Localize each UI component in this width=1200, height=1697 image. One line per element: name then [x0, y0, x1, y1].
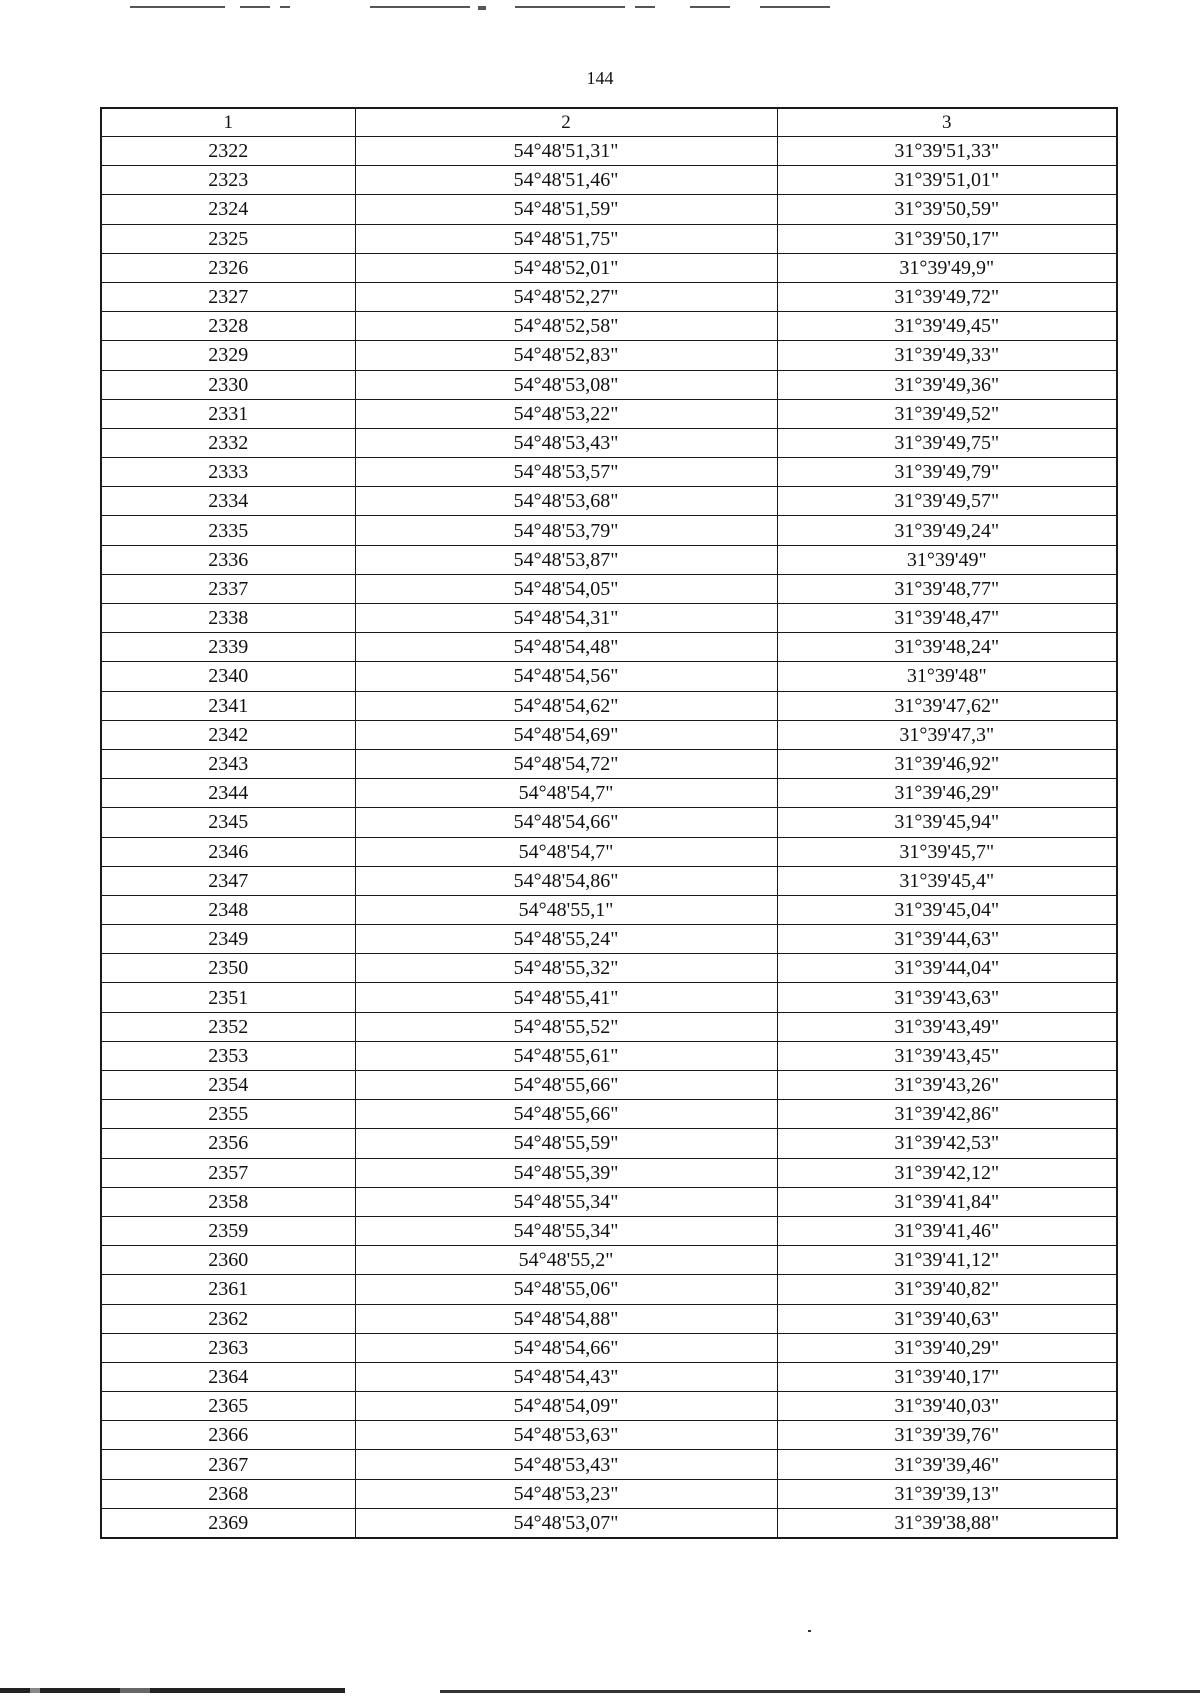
longitude-cell: 31°39'50,59" — [777, 195, 1117, 224]
table-row — [101, 779, 1117, 808]
longitude-cell: 31°39'49,75" — [777, 428, 1117, 457]
latitude-cell: 54°48'54,66" — [355, 808, 777, 837]
longitude-cell: 31°39'39,46" — [777, 1450, 1117, 1479]
point-number-cell: 2332 — [101, 428, 355, 457]
longitude-cell: 31°39'51,33" — [777, 137, 1117, 166]
latitude-cell: 54°48'55,66" — [355, 1100, 777, 1129]
latitude-cell: 54°48'55,52" — [355, 1012, 777, 1041]
latitude-cell: 54°48'54,48" — [355, 633, 777, 662]
longitude-cell: 31°39'49,79" — [777, 458, 1117, 487]
table-row — [101, 1333, 1117, 1362]
latitude-cell: 54°48'55,2" — [355, 1246, 777, 1275]
table-row — [101, 195, 1117, 224]
scan-artifact-bottom-left — [0, 1688, 345, 1693]
longitude-cell: 31°39'39,76" — [777, 1421, 1117, 1450]
table-row — [101, 604, 1117, 633]
table-row — [101, 1012, 1117, 1041]
latitude-cell: 54°48'53,43" — [355, 1450, 777, 1479]
latitude-cell: 54°48'52,83" — [355, 341, 777, 370]
table-row — [101, 399, 1117, 428]
table-row — [101, 1187, 1117, 1216]
point-number-cell: 2353 — [101, 1041, 355, 1070]
latitude-cell: 54°48'52,58" — [355, 312, 777, 341]
table-row — [101, 224, 1117, 253]
point-number-cell: 2333 — [101, 458, 355, 487]
longitude-cell: 31°39'40,03" — [777, 1392, 1117, 1421]
table-row — [101, 1275, 1117, 1304]
longitude-cell: 31°39'43,26" — [777, 1071, 1117, 1100]
table-row — [101, 983, 1117, 1012]
point-number-cell: 2350 — [101, 954, 355, 983]
point-number-cell: 2363 — [101, 1333, 355, 1362]
table-row — [101, 808, 1117, 837]
point-number-cell: 2322 — [101, 137, 355, 166]
latitude-cell: 54°48'55,06" — [355, 1275, 777, 1304]
longitude-cell: 31°39'46,92" — [777, 749, 1117, 778]
point-number-cell: 2335 — [101, 516, 355, 545]
latitude-cell: 54°48'52,01" — [355, 253, 777, 282]
longitude-cell: 31°39'41,12" — [777, 1246, 1117, 1275]
table-row — [101, 1071, 1117, 1100]
latitude-cell: 54°48'51,59" — [355, 195, 777, 224]
latitude-cell: 54°48'54,56" — [355, 662, 777, 691]
latitude-cell: 54°48'51,46" — [355, 166, 777, 195]
table-row — [101, 1100, 1117, 1129]
longitude-cell: 31°39'40,82" — [777, 1275, 1117, 1304]
point-number-cell: 2358 — [101, 1187, 355, 1216]
table-row — [101, 837, 1117, 866]
longitude-cell: 31°39'43,49" — [777, 1012, 1117, 1041]
latitude-cell: 54°48'53,68" — [355, 487, 777, 516]
latitude-cell: 54°48'55,59" — [355, 1129, 777, 1158]
latitude-cell: 54°48'54,09" — [355, 1392, 777, 1421]
column-header-1: 1 — [101, 108, 355, 137]
latitude-cell: 54°48'55,24" — [355, 925, 777, 954]
longitude-cell: 31°39'45,7" — [777, 837, 1117, 866]
point-number-cell: 2360 — [101, 1246, 355, 1275]
table-row — [101, 253, 1117, 282]
longitude-cell: 31°39'51,01" — [777, 166, 1117, 195]
longitude-cell: 31°39'43,45" — [777, 1041, 1117, 1070]
point-number-cell: 2354 — [101, 1071, 355, 1100]
longitude-cell: 31°39'49,33" — [777, 341, 1117, 370]
table-row — [101, 166, 1117, 195]
column-header-3: 3 — [777, 108, 1117, 137]
table-row — [101, 749, 1117, 778]
longitude-cell: 31°39'41,84" — [777, 1187, 1117, 1216]
longitude-cell: 31°39'49,9" — [777, 253, 1117, 282]
point-number-cell: 2349 — [101, 925, 355, 954]
longitude-cell: 31°39'45,94" — [777, 808, 1117, 837]
point-number-cell: 2327 — [101, 282, 355, 311]
table-row — [101, 1158, 1117, 1187]
table-row — [101, 1362, 1117, 1391]
table-row — [101, 633, 1117, 662]
latitude-cell: 54°48'54,05" — [355, 574, 777, 603]
table-row — [101, 428, 1117, 457]
point-number-cell: 2366 — [101, 1421, 355, 1450]
table-row — [101, 895, 1117, 924]
point-number-cell: 2352 — [101, 1012, 355, 1041]
point-number-cell: 2331 — [101, 399, 355, 428]
longitude-cell: 31°39'49,36" — [777, 370, 1117, 399]
table-row — [101, 1216, 1117, 1245]
longitude-cell: 31°39'48,24" — [777, 633, 1117, 662]
point-number-cell: 2330 — [101, 370, 355, 399]
longitude-cell: 31°39'42,12" — [777, 1158, 1117, 1187]
point-number-cell: 2339 — [101, 633, 355, 662]
latitude-cell: 54°48'51,75" — [355, 224, 777, 253]
page-number: 144 — [586, 68, 614, 88]
table-row — [101, 1304, 1117, 1333]
point-number-cell: 2355 — [101, 1100, 355, 1129]
table-row — [101, 137, 1117, 166]
table-row — [101, 1246, 1117, 1275]
point-number-cell: 2369 — [101, 1508, 355, 1538]
table-row — [101, 1421, 1117, 1450]
longitude-cell: 31°39'49,24" — [777, 516, 1117, 545]
point-number-cell: 2340 — [101, 662, 355, 691]
latitude-cell: 54°48'54,72" — [355, 749, 777, 778]
point-number-cell: 2344 — [101, 779, 355, 808]
latitude-cell: 54°48'53,08" — [355, 370, 777, 399]
latitude-cell: 54°48'55,39" — [355, 1158, 777, 1187]
point-number-cell: 2343 — [101, 749, 355, 778]
table-row — [101, 1479, 1117, 1508]
longitude-cell: 31°39'38,88" — [777, 1508, 1117, 1538]
latitude-cell: 54°48'53,63" — [355, 1421, 777, 1450]
latitude-cell: 54°48'55,41" — [355, 983, 777, 1012]
latitude-cell: 54°48'55,34" — [355, 1216, 777, 1245]
latitude-cell: 54°48'54,7" — [355, 779, 777, 808]
longitude-cell: 31°39'49,72" — [777, 282, 1117, 311]
latitude-cell: 54°48'51,31" — [355, 137, 777, 166]
point-number-cell: 2357 — [101, 1158, 355, 1187]
longitude-cell: 31°39'44,63" — [777, 925, 1117, 954]
table-header — [101, 108, 1117, 137]
point-number-cell: 2359 — [101, 1216, 355, 1245]
latitude-cell: 54°48'55,1" — [355, 895, 777, 924]
table-row — [101, 1508, 1117, 1538]
latitude-cell: 54°48'53,07" — [355, 1508, 777, 1538]
longitude-cell: 31°39'49,57" — [777, 487, 1117, 516]
table-row — [101, 545, 1117, 574]
latitude-cell: 54°48'54,62" — [355, 691, 777, 720]
longitude-cell: 31°39'49,52" — [777, 399, 1117, 428]
latitude-cell: 54°48'54,88" — [355, 1304, 777, 1333]
longitude-cell: 31°39'48" — [777, 662, 1117, 691]
table-row — [101, 487, 1117, 516]
point-number-cell: 2323 — [101, 166, 355, 195]
point-number-cell: 2336 — [101, 545, 355, 574]
latitude-cell: 54°48'52,27" — [355, 282, 777, 311]
point-number-cell: 2328 — [101, 312, 355, 341]
latitude-cell: 54°48'53,22" — [355, 399, 777, 428]
point-number-cell: 2348 — [101, 895, 355, 924]
point-number-cell: 2325 — [101, 224, 355, 253]
point-number-cell: 2334 — [101, 487, 355, 516]
latitude-cell: 54°48'53,57" — [355, 458, 777, 487]
point-number-cell: 2341 — [101, 691, 355, 720]
table-row — [101, 458, 1117, 487]
point-number-cell: 2365 — [101, 1392, 355, 1421]
longitude-cell: 31°39'48,47" — [777, 604, 1117, 633]
point-number-cell: 2361 — [101, 1275, 355, 1304]
header-row — [101, 108, 1117, 137]
longitude-cell: 31°39'49" — [777, 545, 1117, 574]
point-number-cell: 2337 — [101, 574, 355, 603]
latitude-cell: 54°48'55,66" — [355, 1071, 777, 1100]
latitude-cell: 54°48'54,7" — [355, 837, 777, 866]
table-row — [101, 574, 1117, 603]
longitude-cell: 31°39'49,45" — [777, 312, 1117, 341]
latitude-cell: 54°48'53,87" — [355, 545, 777, 574]
scan-artifact-bottom-right — [440, 1690, 1200, 1693]
latitude-cell: 54°48'55,61" — [355, 1041, 777, 1070]
point-number-cell: 2356 — [101, 1129, 355, 1158]
table-row — [101, 1129, 1117, 1158]
point-number-cell: 2345 — [101, 808, 355, 837]
point-number-cell: 2326 — [101, 253, 355, 282]
column-header-2: 2 — [355, 108, 777, 137]
latitude-cell: 54°48'54,69" — [355, 720, 777, 749]
latitude-cell: 54°48'55,32" — [355, 954, 777, 983]
point-number-cell: 2338 — [101, 604, 355, 633]
latitude-cell: 54°48'54,86" — [355, 866, 777, 895]
table-row — [101, 691, 1117, 720]
table-row — [101, 516, 1117, 545]
point-number-cell: 2362 — [101, 1304, 355, 1333]
table-row — [101, 662, 1117, 691]
latitude-cell: 54°48'54,43" — [355, 1362, 777, 1391]
longitude-cell: 31°39'40,17" — [777, 1362, 1117, 1391]
latitude-cell: 54°48'55,34" — [355, 1187, 777, 1216]
table-row — [101, 954, 1117, 983]
longitude-cell: 31°39'50,17" — [777, 224, 1117, 253]
latitude-cell: 54°48'54,31" — [355, 604, 777, 633]
table-row — [101, 1450, 1117, 1479]
point-number-cell: 2329 — [101, 341, 355, 370]
table-row — [101, 925, 1117, 954]
table-row — [101, 1041, 1117, 1070]
point-number-cell: 2351 — [101, 983, 355, 1012]
point-number-cell: 2324 — [101, 195, 355, 224]
table-row — [101, 720, 1117, 749]
table-row — [101, 341, 1117, 370]
point-number-cell: 2347 — [101, 866, 355, 895]
latitude-cell: 54°48'54,66" — [355, 1333, 777, 1362]
table-row — [101, 370, 1117, 399]
longitude-cell: 31°39'48,77" — [777, 574, 1117, 603]
point-number-cell: 2364 — [101, 1362, 355, 1391]
point-number-cell: 2367 — [101, 1450, 355, 1479]
longitude-cell: 31°39'40,29" — [777, 1333, 1117, 1362]
point-number-cell: 2368 — [101, 1479, 355, 1508]
longitude-cell: 31°39'43,63" — [777, 983, 1117, 1012]
table-body — [101, 137, 1117, 1539]
latitude-cell: 54°48'53,43" — [355, 428, 777, 457]
longitude-cell: 31°39'44,04" — [777, 954, 1117, 983]
longitude-cell: 31°39'40,63" — [777, 1304, 1117, 1333]
coordinates-table — [100, 107, 1118, 1539]
table-row — [101, 312, 1117, 341]
point-number-cell: 2342 — [101, 720, 355, 749]
longitude-cell: 31°39'41,46" — [777, 1216, 1117, 1245]
longitude-cell: 31°39'42,53" — [777, 1129, 1117, 1158]
scan-speck — [808, 1630, 811, 1632]
longitude-cell: 31°39'46,29" — [777, 779, 1117, 808]
longitude-cell: 31°39'45,4" — [777, 866, 1117, 895]
table-row — [101, 866, 1117, 895]
longitude-cell: 31°39'47,3" — [777, 720, 1117, 749]
longitude-cell: 31°39'45,04" — [777, 895, 1117, 924]
longitude-cell: 31°39'42,86" — [777, 1100, 1117, 1129]
point-number-cell: 2346 — [101, 837, 355, 866]
longitude-cell: 31°39'39,13" — [777, 1479, 1117, 1508]
longitude-cell: 31°39'47,62" — [777, 691, 1117, 720]
latitude-cell: 54°48'53,79" — [355, 516, 777, 545]
table-row — [101, 1392, 1117, 1421]
latitude-cell: 54°48'53,23" — [355, 1479, 777, 1508]
table-row — [101, 282, 1117, 311]
scan-artifact-top — [130, 6, 890, 12]
